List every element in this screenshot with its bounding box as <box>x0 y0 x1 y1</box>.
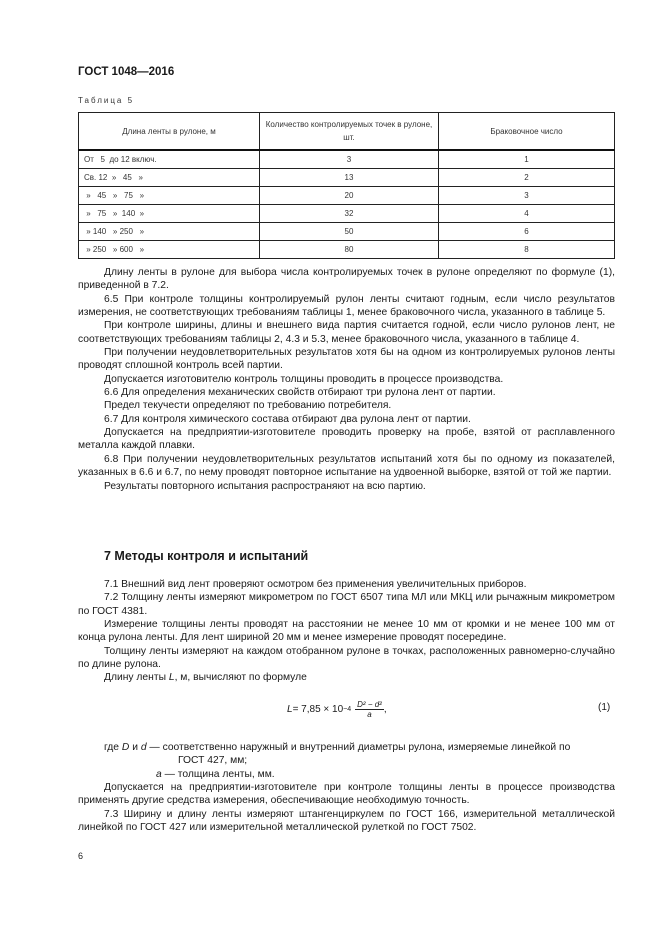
paragraph: 6.7 Для контроля химического состава отбирают два рулона лент от партии. <box>104 413 471 425</box>
table-cell: 50 <box>260 223 439 241</box>
table-row <box>79 169 615 187</box>
table-cell: 4 <box>439 205 615 223</box>
paragraph: Допускается на предприятии-изготовителе при контроле толщины ленты в процессе производства применять другие средства измерения, обеспечивающие необходимую точность. <box>78 782 615 807</box>
table-cell: 20 <box>260 187 439 205</box>
text: — толщина ленты, мм. <box>161 768 275 780</box>
paragraph: Допускается изготовителю контроль толщины проводить в процессе производства. <box>104 373 504 385</box>
legend-line: ГОСТ 427, мм; <box>178 755 248 767</box>
table-row <box>79 205 615 223</box>
section-7-heading: 7 Методы контроля и испытаний <box>104 549 309 563</box>
table-cell: 8 <box>439 241 615 259</box>
legend-line <box>78 768 615 781</box>
variable-d: d <box>140 742 147 753</box>
table-cell: » 250 » 600 » <box>79 241 260 259</box>
variable-L: L <box>168 672 175 684</box>
paragraph: 6.6 Для определения механических свойств отбирают три рулона лент от партии. <box>104 387 496 399</box>
paragraph: 7.3 Ширину и длину ленты измеряют штангенциркулем по ГОСТ 166, измерительной металлической линейкой по ГОСТ 427 или измерительной металлической рулеткой по ГОСТ 7502. <box>78 808 615 834</box>
formula-legend <box>78 741 615 834</box>
table-5 <box>78 112 615 259</box>
table-cell: 3 <box>439 187 615 205</box>
table-header-row <box>79 113 615 151</box>
paragraph: Измерение толщины ленты проводят на расстоянии не менее 10 мм от кромки и не менее 100 мм от конца рулона ленты. Для лент шириной 20 мм и менее измерение проводят посередине. <box>78 619 615 644</box>
table-row <box>79 241 615 259</box>
text: Длину ленты <box>104 672 169 684</box>
text: и <box>129 742 141 753</box>
text: , м, вычисляют по формуле <box>174 672 307 684</box>
paragraph: При контроле ширины, длины и внешнего вида партия считается годной, если число рулонов лент, не соответствующих требованиям таблицы 2, 4.3 и 5.3, менее браковочного числа, указанного в таблице 4. <box>78 320 615 345</box>
table-cell: » 75 » 140 » <box>79 205 260 223</box>
table-cell: От 5 до 12 включ. <box>79 150 260 169</box>
paragraph: Толщину ленты измеряют на каждом отобранном рулоне в точках, расположенных равномерно-случайно по длине рулона. <box>78 645 615 671</box>
formula-1 <box>287 700 387 719</box>
variable-D: D <box>121 742 130 753</box>
formula-exponent: −4 <box>343 706 352 713</box>
table-cell: Св. 12 » 45 » <box>79 169 260 187</box>
variable-a: a <box>156 768 162 780</box>
formula-tail: , <box>383 704 387 715</box>
document-header: ГОСТ 1048—2016 <box>78 66 175 78</box>
section-6-text <box>78 266 615 493</box>
table-cell: » 45 » 75 » <box>79 187 260 205</box>
paragraph: 7.2 Толщину ленты измеряют микрометром по ГОСТ 6507 типа МЛ или МКЦ или рычажным микрометром по ГОСТ 4381. <box>78 592 615 617</box>
column-header-points: Количество контролируемых точек в рулоне, шт. <box>260 113 439 151</box>
section-7-text <box>78 578 615 685</box>
table-caption: Таблица 5 <box>78 96 135 105</box>
table-row <box>79 223 615 241</box>
paragraph: Результаты повторного испытания распространяют на всю партию. <box>104 480 426 492</box>
paragraph: Предел текучести определяют по требованию потребителя. <box>104 400 392 412</box>
formula-numerator: D² − d² <box>357 700 382 709</box>
paragraph: Длину ленты в рулоне для выбора числа контролируемых точек в рулоне определяют по формуле (1), приведенной в 7.2. <box>78 267 615 292</box>
text: — соответственно наружный и внутренний диаметры рулона, измеряемые линейкой по <box>146 742 571 753</box>
formula-coefficient: = 7,85 × 10 <box>292 704 344 715</box>
table-cell: 1 <box>439 150 615 169</box>
table-cell: » 140 » 250 » <box>79 223 260 241</box>
table-cell: 13 <box>260 169 439 187</box>
paragraph: При получении неудовлетворительных результатов хотя бы на одном из контролируемых рулонов ленты проводят сплошной контроль всей партии. <box>78 347 615 372</box>
text: где <box>104 742 122 753</box>
table-row <box>79 150 615 169</box>
formula-intro <box>78 671 615 684</box>
column-header-reject-number: Браковочное число <box>439 113 615 151</box>
paragraph: Допускается на предприятии-изготовителе проводить проверку на пробе, взятой от расплавленного металла каждой плавки. <box>78 427 615 452</box>
table-cell: 2 <box>439 169 615 187</box>
paragraph: 6.8 При получении неудовлетворительных результатов испытаний хотя бы по одному из показателей, указанных в 6.6 и 6.7, по нему проводят повторное испытание на удвоенной выборке, взятой от той же партии. <box>78 453 615 479</box>
paragraph: 7.1 Внешний вид лент проверяют осмотром без применения увеличительных приборов. <box>104 579 527 590</box>
table-row <box>79 187 615 205</box>
formula-fraction <box>355 700 384 719</box>
formula-denominator: a <box>367 710 372 719</box>
paragraph: 6.5 При контроле толщины контролируемый рулон ленты считают годным, если число результатов измерения, не соответствующих требованиям таблицы 1, менее браковочного числа, указанного в таблице 5. <box>78 293 615 319</box>
formula-lhs: L <box>287 704 293 715</box>
table-cell: 32 <box>260 205 439 223</box>
table-cell: 6 <box>439 223 615 241</box>
page-number: 6 <box>78 851 84 861</box>
legend-line <box>78 741 615 754</box>
equation-number: (1) <box>598 702 611 713</box>
column-header-length: Длина ленты в рулоне, м <box>79 113 260 151</box>
table-cell: 3 <box>260 150 439 169</box>
table-cell: 80 <box>260 241 439 259</box>
